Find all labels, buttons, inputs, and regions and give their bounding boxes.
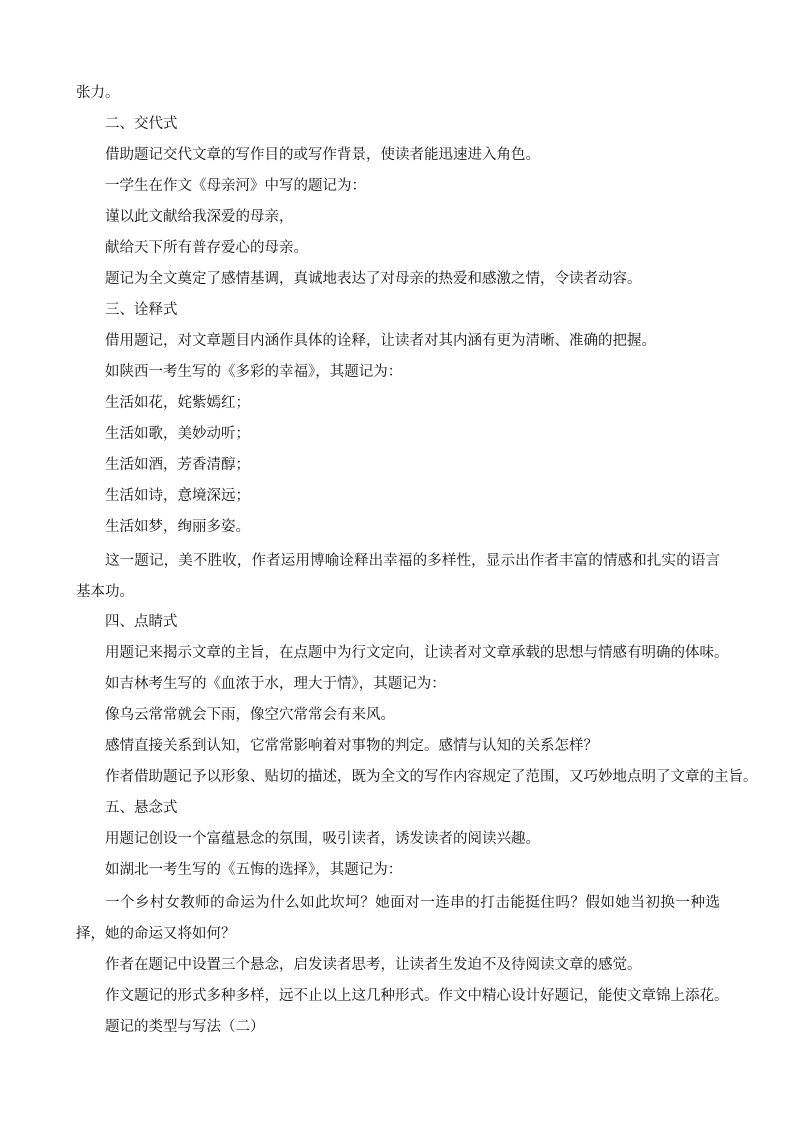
paragraph: 如陕西一考生写的《多彩的幸福》，其题记为： xyxy=(105,364,403,380)
epigraph-line: 生活如梦，绚丽多姿。 xyxy=(105,519,250,535)
paragraph: 如湖北一考生写的《五悔的选择》，其题记为： xyxy=(105,862,403,878)
section-heading-5: 五、悬念式 xyxy=(105,800,178,816)
paragraph: 一学生在作文《母亲河》中写的题记为： xyxy=(105,178,366,194)
epigraph-line: 谨以此文献给我深爱的母亲， xyxy=(105,209,294,225)
paragraph-continuation: 张力。 xyxy=(76,85,120,101)
paragraph: 这一题记，美不胜收，作者运用博喻诠释出幸福的多样性，显示出作者丰富的情感和扎实的语言基本功。 xyxy=(76,553,720,600)
epigraph-paragraph: 一个乡村女教师的命运为什么如此坎坷？她面对一连串的打击能挺住吗？假如她当初换一种选择，她的命运又将如何？ xyxy=(76,895,720,942)
epigraph-line: 生活如花，姹紫嫣红； xyxy=(105,395,250,411)
next-section-title: 题记的类型与写法（二） xyxy=(105,1019,265,1035)
paragraph: 借用题记，对文章题目内涵作具体的诠释，让读者对其内涵有更为清晰、准确的把握。 xyxy=(105,333,656,349)
epigraph-line: 生活如歌，美妙动听； xyxy=(105,426,250,442)
paragraph: 用题记创设一个富蕴悬念的氛围，吸引读者，诱发读者的阅读兴趣。 xyxy=(105,831,540,847)
paragraph: 如吉林考生写的《血浓于水，理大于情》，其题记为： xyxy=(105,676,446,692)
epigraph-line: 生活如诗，意境深远； xyxy=(105,488,250,504)
epigraph-line: 献给天下所有普存爱心的母亲。 xyxy=(105,240,308,256)
paragraph: 作者借助题记予以形象、贴切的描述，既为全文的写作内容规定了范围，又巧妙地点明了文章的主旨。 xyxy=(105,769,758,785)
paragraph: 借助题记交代文章的写作目的或写作背景，使读者能迅速进入角色。 xyxy=(105,147,540,163)
section-heading-2: 二、交代式 xyxy=(105,116,178,132)
epigraph-line: 感情直接关系到认知，它常常影响着对事物的判定。感情与认知的关系怎样？ xyxy=(105,738,598,754)
paragraph: 用题记来揭示文章的主旨，在点题中为行文定向，让读者对文章承载的思想与情感有明确的体味。 xyxy=(105,645,729,661)
section-heading-4: 四、点睛式 xyxy=(105,614,178,630)
epigraph-line: 生活如酒，芳香清醇； xyxy=(105,457,250,473)
paragraph: 题记为全文奠定了感情基调，真诚地表达了对母亲的热爱和感激之情，令读者动容。 xyxy=(105,271,642,287)
paragraph: 作者在题记中设置三个悬念，启发读者思考，让读者生发迫不及待阅读文章的感觉。 xyxy=(105,957,642,973)
section-heading-3: 三、诠释式 xyxy=(105,302,178,318)
paragraph: 作文题记的形式多种多样，远不止以上这几种形式。作文中精心设计好题记，能使文章锦上添花。 xyxy=(105,988,729,1004)
epigraph-line: 像乌云常常就会下雨，像空穴常常会有来风。 xyxy=(105,707,395,723)
